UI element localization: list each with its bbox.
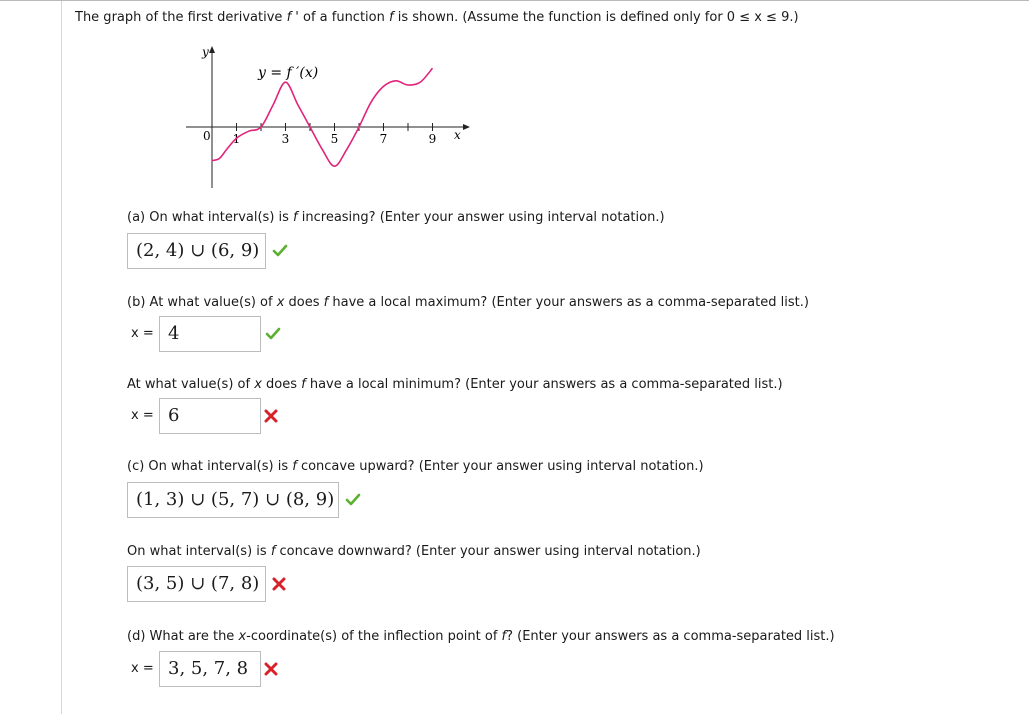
question-f: f xyxy=(292,459,297,474)
question-text: have a local minimum? (Enter your answers as a comma-separated list.) xyxy=(305,377,783,392)
answer-b-min-field[interactable] xyxy=(159,398,261,434)
derivative-curve xyxy=(212,68,433,166)
intro-text: The graph of the first derivative xyxy=(75,10,287,25)
question-c-down xyxy=(127,544,701,559)
left-border xyxy=(61,1,62,714)
question-f: f xyxy=(501,629,507,644)
answer-b-min-value: 6 xyxy=(168,405,180,426)
answer-b-max-field[interactable] xyxy=(159,316,261,352)
question-f: f xyxy=(270,544,276,559)
answer-c-up-value: (1, 3) ∪ (5, 7) ∪ (8, 9) xyxy=(136,489,335,510)
answer-c-down-field[interactable] xyxy=(127,566,266,602)
x-tick-label: 5 xyxy=(330,132,339,146)
cross-icon xyxy=(272,577,286,591)
x-tick-label: 9 xyxy=(428,132,437,146)
intro-fprime: f ' xyxy=(286,10,299,25)
question-text: (a) On what interval(s) is xyxy=(127,210,294,225)
answer-a-value: (2, 4) ∪ (6, 9) xyxy=(136,240,260,261)
x-axis-label: x xyxy=(454,128,461,142)
question-a xyxy=(127,210,665,225)
answer-d-value: 3, 5, 7, 8 xyxy=(168,658,249,679)
x-tick-label: 3 xyxy=(281,132,290,146)
answer-b-max-value: 4 xyxy=(168,323,180,344)
x-tick-label: 1 xyxy=(232,132,241,146)
question-text: At what value(s) of xyxy=(127,377,255,392)
problem-statement xyxy=(75,10,799,25)
answer-c-up-field[interactable] xyxy=(127,482,339,518)
origin-label: 0 xyxy=(203,129,211,143)
question-f: f xyxy=(323,295,329,310)
x-tick-label: 7 xyxy=(379,132,388,146)
cross-icon xyxy=(264,662,278,676)
top-border xyxy=(0,0,1029,1)
question-text: (c) On what interval(s) is xyxy=(127,459,293,474)
intro-text: of a function xyxy=(298,10,389,25)
check-icon xyxy=(345,493,361,507)
question-text: does xyxy=(284,295,324,310)
question-c-up xyxy=(127,459,704,474)
question-text: (b) At what value(s) of xyxy=(127,295,277,310)
x-equals-label: x = xyxy=(131,326,154,341)
question-text: concave upward? (Enter your answer using interval notation.) xyxy=(296,459,704,474)
question-text: does xyxy=(261,377,302,392)
curve-label: y = f ′(x) xyxy=(258,65,319,81)
question-x: x xyxy=(254,377,262,392)
x-equals-label: x = xyxy=(131,408,154,423)
question-b-min xyxy=(127,377,783,392)
question-text: increasing? (Enter your answer using interval notation.) xyxy=(297,210,665,225)
question-text: have a local maximum? (Enter your answers as a comma-separated list.) xyxy=(328,295,809,310)
question-x: x xyxy=(238,629,247,644)
question-b-max xyxy=(127,295,809,310)
question-f: f xyxy=(293,210,298,225)
x-tick-labels xyxy=(233,132,437,146)
cross-icon xyxy=(264,409,278,423)
question-d xyxy=(127,629,835,644)
question-x: x xyxy=(276,295,285,310)
question-text: concave downward? (Enter your answer using interval notation.) xyxy=(275,544,701,559)
x-equals-label: x = xyxy=(131,661,154,676)
answer-a-field[interactable] xyxy=(127,233,266,269)
derivative-graph xyxy=(180,40,480,200)
question-text: ? (Enter your answers as a comma-separated list.) xyxy=(506,629,835,644)
answer-c-down-value: (3, 5) ∪ (7, 8) xyxy=(136,573,260,594)
check-icon xyxy=(272,244,288,258)
intro-f: f xyxy=(389,10,394,25)
question-text: (d) What are the xyxy=(127,629,239,644)
x-axis-arrow xyxy=(463,124,470,130)
y-axis-arrow xyxy=(209,46,215,53)
intro-text: is shown. (Assume the function is defined only for 0 ≤ x ≤ 9.) xyxy=(393,10,799,25)
y-axis-label: y xyxy=(202,45,209,59)
check-icon xyxy=(265,327,281,341)
question-text: On what interval(s) is xyxy=(127,544,271,559)
question-f: f xyxy=(301,377,306,392)
question-text: -coordinate(s) of the inflection point of xyxy=(246,629,502,644)
answer-d-field[interactable] xyxy=(159,651,261,687)
